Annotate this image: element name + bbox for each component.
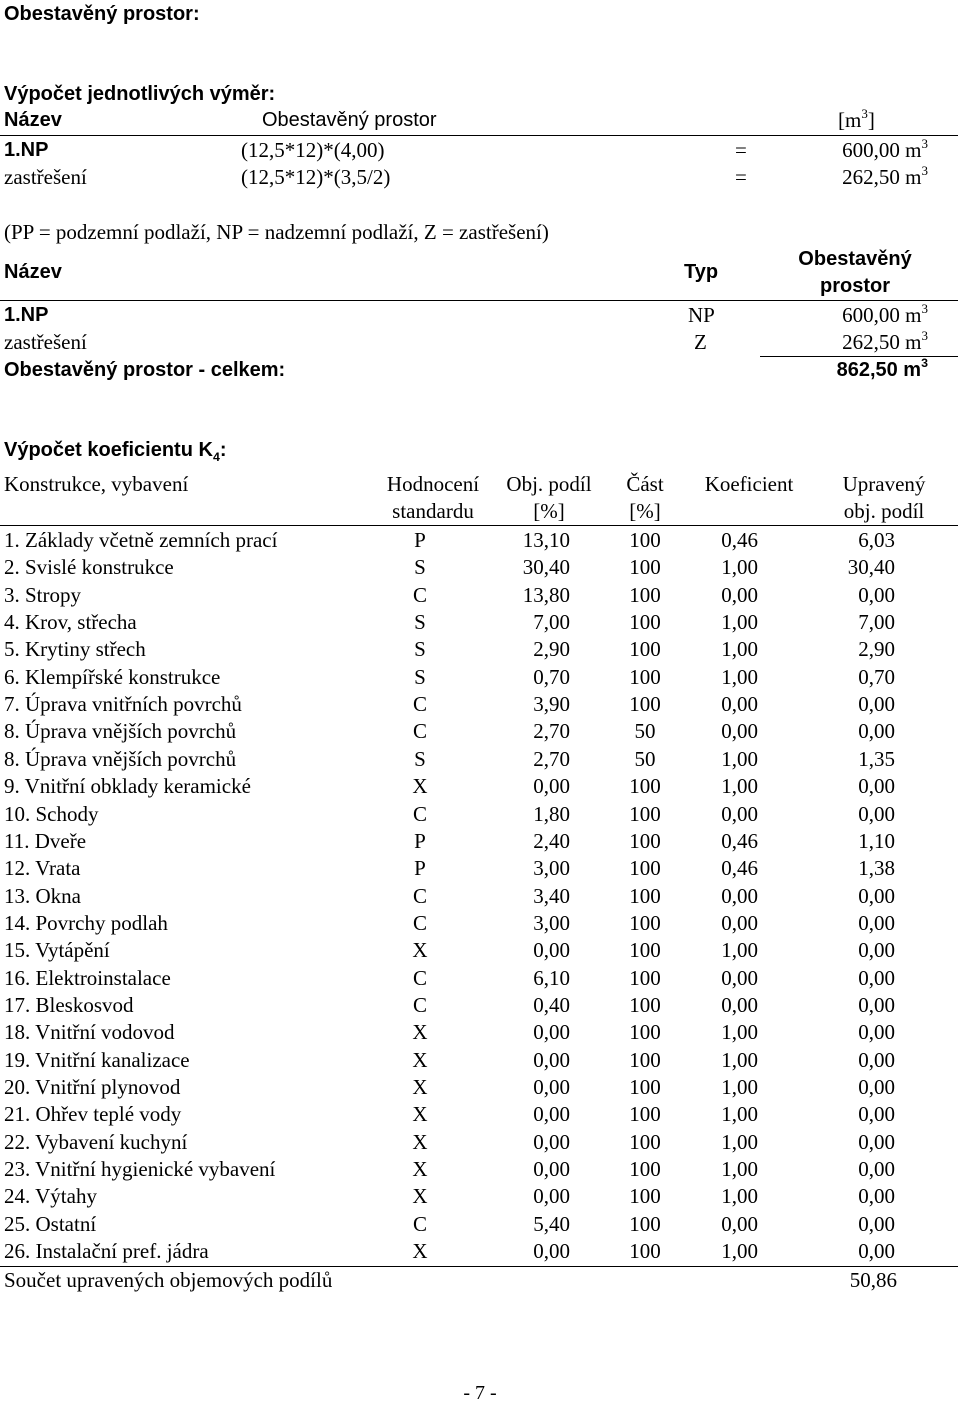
k4-row-standard: X — [412, 1239, 428, 1263]
k4-row-coef: 0,00 — [721, 884, 758, 908]
k4-row-share: 1,80 — [533, 802, 570, 826]
k4-heading: Výpočet koeficientu $K_4$: — [4, 439, 227, 464]
k4-row-part: 100 — [629, 1102, 661, 1126]
k4-row-name: 5. Krytiny střech — [4, 637, 146, 661]
k4-row-name: 9. Vnitřní obklady keramické — [4, 774, 251, 798]
page-number: - 7 - — [463, 1382, 497, 1404]
k4-col-standard-1: Hodnocení — [386, 472, 480, 496]
k4-row-coef: 1,00 — [721, 555, 758, 579]
k4-row-adjusted: 0,00 — [858, 938, 895, 962]
k4-row-part: 100 — [629, 610, 661, 634]
k4-row-part: 100 — [629, 802, 661, 826]
k4-row-part: 100 — [629, 1212, 661, 1236]
k4-row-name: 18. Vnitřní vodovod — [4, 1020, 175, 1044]
k4-row-adjusted: 0,00 — [858, 583, 895, 607]
k4-row-name: 16. Elektroinstalace — [4, 966, 171, 990]
summary-total-value: 862,50 $m^3$ — [836, 356, 928, 381]
k4-row-adjusted: 0,00 — [858, 1157, 895, 1181]
k4-row-share: 0,00 — [533, 938, 570, 962]
k4-sum-label: Součet upravených objemových podílů — [4, 1268, 333, 1292]
calc-row-value: 600,00 $m^3$ — [842, 135, 928, 162]
k4-row-coef: 0,00 — [721, 692, 758, 716]
summary-row-type: Z — [694, 330, 707, 354]
k4-row-part: 100 — [629, 938, 661, 962]
k4-row-part: 100 — [629, 1239, 661, 1263]
k4-sum-value: 50,86 — [849, 1268, 897, 1292]
k4-row-coef: 0,46 — [721, 829, 758, 853]
k4-row-adjusted: 0,00 — [858, 1102, 895, 1126]
k4-row-share: 7,00 — [533, 610, 570, 634]
k4-row-adjusted: 0,00 — [858, 774, 895, 798]
k4-row-standard: X — [412, 1130, 428, 1154]
k4-row-standard: S — [414, 610, 426, 634]
k4-row-adjusted: 0,70 — [858, 665, 895, 689]
k4-sum-rule — [0, 1266, 958, 1267]
k4-row-standard: C — [412, 1212, 427, 1236]
k4-row-name: 2. Svislé konstrukce — [4, 555, 174, 579]
k4-row-name: 11. Dveře — [4, 829, 87, 853]
summary-col-space-2: prostor — [820, 275, 890, 297]
k4-row-name: 3. Stropy — [4, 583, 82, 607]
k4-row-name: 21. Ohřev teplé vody — [4, 1102, 182, 1126]
k4-row-part: 100 — [629, 1130, 661, 1154]
k4-row-standard: S — [414, 747, 426, 771]
k4-row-part: 100 — [629, 1048, 661, 1072]
k4-row-part: 100 — [629, 774, 661, 798]
k4-row-standard: C — [412, 802, 427, 826]
k4-row-adjusted: 0,00 — [858, 1184, 895, 1208]
k4-header-rule — [0, 525, 958, 526]
summary-row-name: 1.NP — [4, 304, 49, 326]
k4-row-coef: 1,00 — [721, 774, 758, 798]
k4-row-adjusted: 6,03 — [858, 528, 895, 552]
k4-row-name: 26. Instalační pref. jádra — [4, 1239, 209, 1263]
k4-row-standard: C — [412, 884, 427, 908]
k4-row-standard: P — [414, 829, 426, 853]
k4-row-share: 2,70 — [533, 747, 570, 771]
summary-col-name: Název — [4, 261, 62, 283]
k4-row-standard: C — [412, 719, 427, 743]
calc-header-rule — [0, 135, 958, 136]
k4-row-name: 23. Vnitřní hygienické vybavení — [4, 1157, 276, 1181]
k4-row-part: 100 — [629, 884, 661, 908]
k4-row-adjusted: 7,00 — [858, 610, 895, 634]
k4-row-adjusted: 0,00 — [858, 1048, 895, 1072]
summary-row-name: zastřešení — [4, 330, 87, 354]
k4-row-coef: 1,00 — [721, 1130, 758, 1154]
k4-row-share: 0,00 — [533, 1184, 570, 1208]
legend-note: (PP = podzemní podlaží, NP = nadzemní podlaží, Z = zastřešení) — [4, 220, 549, 244]
k4-row-share: 0,00 — [533, 774, 570, 798]
k4-row-coef: 1,00 — [721, 938, 758, 962]
k4-row-standard: X — [412, 1048, 428, 1072]
k4-row-part: 100 — [629, 1020, 661, 1044]
k4-row-part: 100 — [629, 966, 661, 990]
k4-col-coef: Koeficient — [704, 472, 794, 496]
k4-row-adjusted: 0,00 — [858, 911, 895, 935]
k4-col-construction: Konstrukce, vybavení — [4, 472, 189, 496]
k4-row-adjusted: 0,00 — [858, 1239, 895, 1263]
k4-row-share: 3,00 — [533, 856, 570, 880]
k4-row-coef: 1,00 — [721, 1102, 758, 1126]
summary-col-space-1: Obestavěný — [798, 248, 912, 270]
k4-row-adjusted: 1,10 — [858, 829, 895, 853]
k4-row-standard: X — [412, 938, 428, 962]
k4-row-standard: C — [412, 993, 427, 1017]
k4-row-adjusted: 0,00 — [858, 692, 895, 716]
summary-total-rule — [760, 356, 958, 357]
k4-row-name: 15. Vytápění — [4, 938, 110, 962]
calc-col-space: Obestavěný prostor — [262, 109, 437, 131]
k4-row-share: 0,00 — [533, 1075, 570, 1099]
k4-row-adjusted: 0,00 — [858, 802, 895, 826]
calc-col-unit: $[m^3]$ — [838, 105, 875, 132]
k4-row-share: 0,00 — [533, 1102, 570, 1126]
k4-row-share: 0,00 — [533, 1020, 570, 1044]
k4-row-adjusted: 0,00 — [858, 1130, 895, 1154]
k4-row-part: 100 — [629, 993, 661, 1017]
k4-row-name: 4. Krov, střecha — [4, 610, 137, 634]
k4-row-name: 10. Schody — [4, 802, 99, 826]
summary-header-rule — [0, 300, 958, 301]
k4-row-part: 100 — [629, 1157, 661, 1181]
k4-row-standard: P — [414, 856, 426, 880]
k4-row-standard: X — [412, 1184, 428, 1208]
k4-row-standard: C — [412, 692, 427, 716]
k4-row-standard: C — [412, 911, 427, 935]
calc-row-formula: (12,5*12)*(4,00) — [241, 138, 385, 162]
k4-row-standard: S — [414, 555, 426, 579]
k4-row-name: 8. Úprava vnějších povrchů — [4, 719, 237, 743]
summary-total-label: Obestavěný prostor - celkem: — [4, 359, 286, 381]
k4-col-standard-2: standardu — [392, 499, 474, 523]
k4-row-name: 6. Klempířské konstrukce — [4, 665, 221, 689]
k4-row-coef: 0,00 — [721, 1212, 758, 1236]
k4-row-coef: 0,00 — [721, 911, 758, 935]
k4-row-share: 0,00 — [533, 1239, 570, 1263]
k4-row-coef: 1,00 — [721, 1020, 758, 1044]
k4-row-standard: X — [412, 1102, 428, 1126]
page-title: Obestavěný prostor: — [4, 3, 200, 25]
k4-row-part: 100 — [629, 856, 661, 880]
k4-col-adjusted-2: obj. podíl — [843, 499, 925, 523]
k4-row-name: 7. Úprava vnitřních povrchů — [4, 692, 242, 716]
k4-row-coef: 0,00 — [721, 966, 758, 990]
k4-row-name: 19. Vnitřní kanalizace — [4, 1048, 190, 1072]
k4-row-adjusted: 0,00 — [858, 719, 895, 743]
k4-col-share-2: [%] — [533, 499, 565, 523]
k4-row-standard: P — [414, 528, 426, 552]
k4-row-coef: 1,00 — [721, 1048, 758, 1072]
k4-row-standard: X — [412, 1075, 428, 1099]
k4-row-adjusted: 1,38 — [858, 856, 895, 880]
k4-row-standard: C — [412, 583, 427, 607]
k4-row-share: 0,00 — [533, 1157, 570, 1181]
k4-row-adjusted: 2,90 — [858, 637, 895, 661]
summary-col-type: Typ — [684, 261, 719, 283]
k4-row-name: 8. Úprava vnějších povrchů — [4, 747, 237, 771]
k4-row-part: 100 — [629, 1075, 661, 1099]
k4-row-share: 0,00 — [533, 1048, 570, 1072]
k4-row-part: 100 — [629, 637, 661, 661]
calc-row-name: 1.NP — [4, 139, 49, 161]
k4-row-adjusted: 0,00 — [858, 993, 895, 1017]
k4-row-name: 12. Vrata — [4, 856, 81, 880]
k4-row-coef: 0,46 — [721, 856, 758, 880]
k4-row-name: 22. Vybavení kuchyní — [4, 1130, 188, 1154]
k4-row-coef: 1,00 — [721, 1239, 758, 1263]
k4-row-part: 50 — [634, 747, 656, 771]
k4-col-part-2: [%] — [629, 499, 661, 523]
calc-row-eq: = — [735, 165, 747, 189]
k4-col-part-1: Část — [626, 472, 664, 496]
calc-row-eq: = — [735, 138, 747, 162]
k4-row-standard: X — [412, 1157, 428, 1181]
k4-row-coef: 0,00 — [721, 583, 758, 607]
k4-row-standard: X — [412, 1020, 428, 1044]
calc-col-name: Název — [4, 109, 62, 131]
k4-row-part: 100 — [629, 911, 661, 935]
k4-row-adjusted: 1,35 — [858, 747, 895, 771]
k4-row-share: 2,70 — [533, 719, 570, 743]
k4-row-share: 6,10 — [533, 966, 570, 990]
k4-row-share: 13,10 — [522, 528, 570, 552]
k4-row-part: 100 — [629, 1184, 661, 1208]
k4-row-part: 100 — [629, 692, 661, 716]
k4-row-coef: 0,46 — [721, 528, 758, 552]
k4-row-name: 17. Bleskosvod — [4, 993, 134, 1017]
calc-row-name: zastřešení — [4, 165, 87, 189]
k4-row-adjusted: 0,00 — [858, 1020, 895, 1044]
k4-row-part: 100 — [629, 829, 661, 853]
k4-row-coef: 1,00 — [721, 610, 758, 634]
k4-row-coef: 1,00 — [721, 665, 758, 689]
calc-row-formula: (12,5*12)*(3,5/2) — [241, 165, 391, 189]
k4-row-adjusted: 0,00 — [858, 966, 895, 990]
k4-row-standard: C — [412, 966, 427, 990]
k4-row-adjusted: 0,00 — [858, 884, 895, 908]
k4-row-share: 5,40 — [533, 1212, 570, 1236]
k4-row-coef: 1,00 — [721, 637, 758, 661]
k4-row-share: 0,40 — [533, 993, 570, 1017]
k4-row-share: 30,40 — [522, 555, 570, 579]
k4-row-part: 100 — [629, 665, 661, 689]
k4-row-standard: S — [414, 637, 426, 661]
k4-row-name: 24. Výtahy — [4, 1184, 97, 1208]
summary-row-value: 262,50 $m^3$ — [842, 327, 928, 354]
k4-row-share: 0,70 — [533, 665, 570, 689]
k4-row-share: 2,90 — [533, 637, 570, 661]
k4-row-share: 3,40 — [533, 884, 570, 908]
summary-row-value: 600,00 $m^3$ — [842, 300, 928, 327]
k4-row-coef: 1,00 — [721, 1157, 758, 1181]
k4-row-coef: 1,00 — [721, 1184, 758, 1208]
k4-row-share: 2,40 — [533, 829, 570, 853]
k4-row-name: 25. Ostatní — [4, 1212, 97, 1236]
calc-row-value: 262,50 $m^3$ — [842, 162, 928, 189]
k4-row-adjusted: 0,00 — [858, 1075, 895, 1099]
k4-row-share: 0,00 — [533, 1130, 570, 1154]
calc-heading: Výpočet jednotlivých výměr: — [4, 83, 276, 105]
k4-row-adjusted: 0,00 — [858, 1212, 895, 1236]
k4-row-coef: 1,00 — [721, 1075, 758, 1099]
k4-row-part: 100 — [629, 555, 661, 579]
k4-row-name: 13. Okna — [4, 884, 81, 908]
k4-col-adjusted-1: Upravený — [842, 472, 926, 496]
k4-row-coef: 1,00 — [721, 747, 758, 771]
k4-row-name: 14. Povrchy podlah — [4, 911, 168, 935]
k4-row-standard: S — [414, 665, 426, 689]
k4-row-part: 50 — [634, 719, 656, 743]
k4-row-share: 13,80 — [522, 583, 570, 607]
k4-row-standard: X — [412, 774, 428, 798]
k4-row-coef: 0,00 — [721, 719, 758, 743]
k4-row-name: 1. Základy včetně zemních prací — [4, 528, 278, 552]
summary-row-type: NP — [688, 303, 715, 327]
k4-row-share: 3,00 — [533, 911, 570, 935]
k4-row-part: 100 — [629, 583, 661, 607]
k4-row-share: 3,90 — [533, 692, 570, 716]
k4-row-coef: 0,00 — [721, 802, 758, 826]
k4-row-adjusted: 30,40 — [847, 555, 895, 579]
k4-row-name: 20. Vnitřní plynovod — [4, 1075, 181, 1099]
k4-row-coef: 0,00 — [721, 993, 758, 1017]
k4-row-part: 100 — [629, 528, 661, 552]
k4-col-share-1: Obj. podíl — [506, 472, 592, 496]
